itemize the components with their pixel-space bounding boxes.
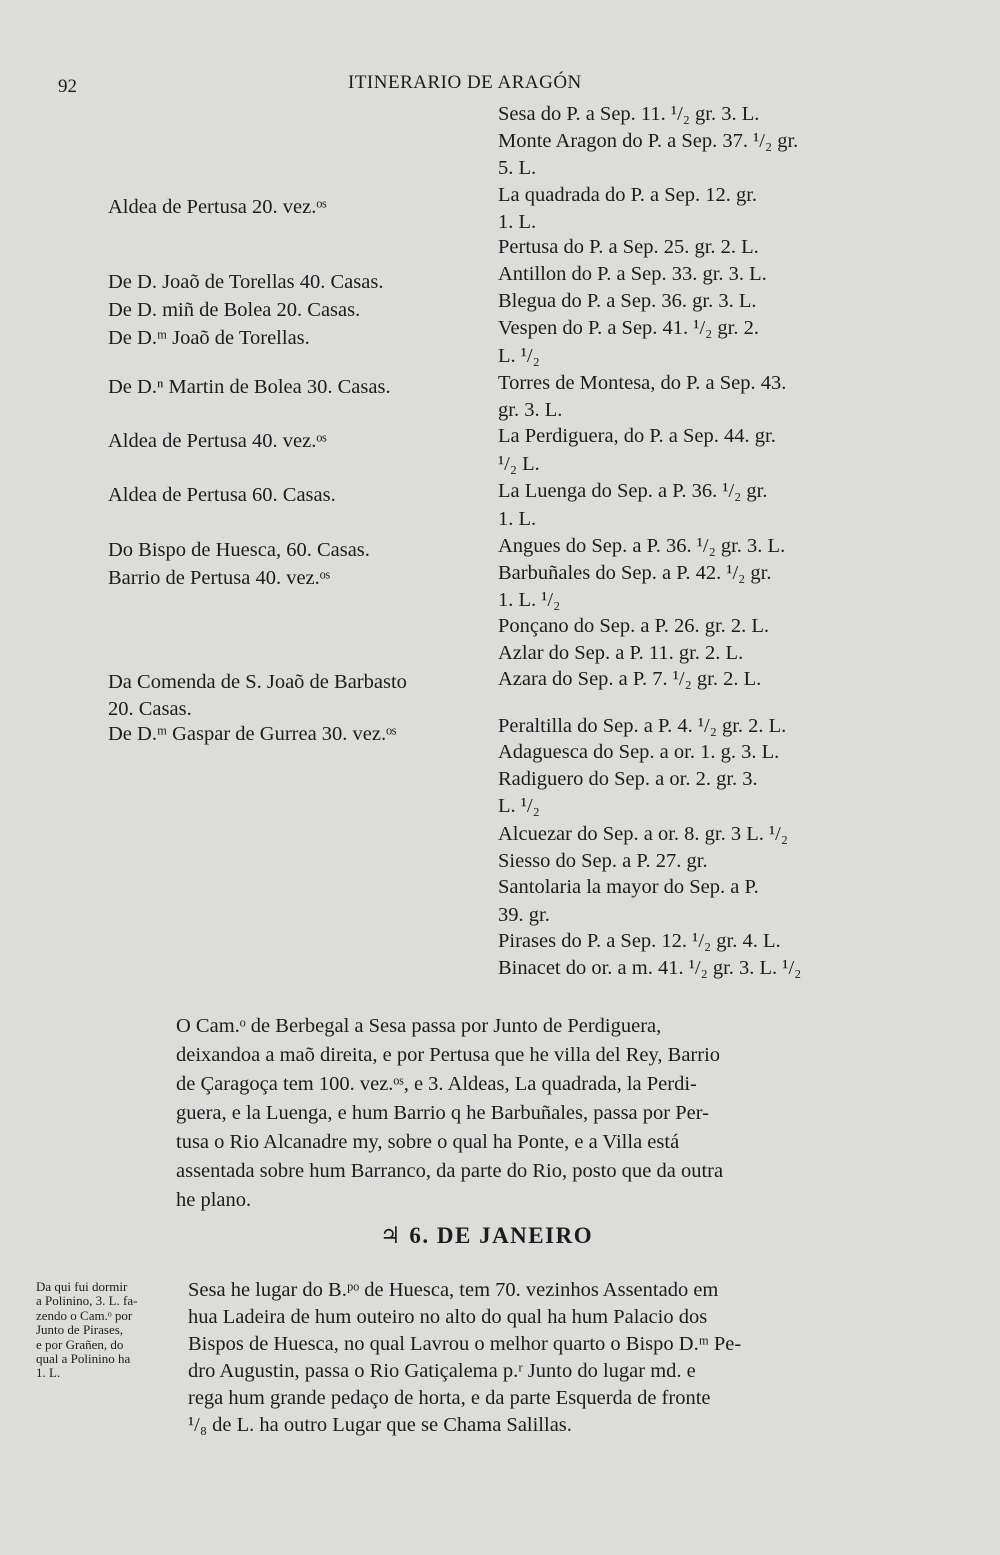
right-entry: L. ¹/₂ [498, 345, 540, 367]
paragraph-line: tusa o Rio Alcanadre my, sobre o qual ha Ponte, e a Villa está [176, 1131, 680, 1153]
margin-note-line: Da qui fui dormir [36, 1279, 128, 1294]
margin-note-line: zendo o Cam.ᵒ por [36, 1307, 133, 1323]
page-number: 92 [58, 76, 77, 97]
paragraph-line: O Cam.ᵒ de Berbegal a Sesa passa por Junto de Perdiguera, [176, 1015, 662, 1037]
left-entry: De D. Joaõ de Torellas 40. Casas. [108, 271, 384, 293]
paragraph-line: deixandoa a maõ direita, e por Pertusa que he villa del Rey, Barrio [176, 1044, 721, 1066]
paragraph-line: assentada sobre hum Barranco, da parte do Rio, posto que da outra [176, 1160, 724, 1182]
body-line: hua Ladeira de hum outeiro no alto do qual ha hum Palacio dos [188, 1306, 708, 1328]
left-entry: De D.ᵐ Gaspar de Gurrea 30. vez.ᵒˢ [108, 723, 397, 745]
right-entry: Blegua do P. a Sep. 36. gr. 3. L. [498, 290, 757, 312]
body-line: Bispos de Huesca, no qual Lavrou o melhor quarto o Bispo D.ᵐ Pe- [188, 1333, 742, 1355]
right-entry: Vespen do P. a Sep. 41. ¹/₂ gr. 2. [498, 317, 759, 339]
right-entry: Azlar do Sep. a P. 11. gr. 2. L. [498, 642, 744, 664]
body-line: Sesa he lugar do B.ᵖᵒ de Huesca, tem 70. vezinhos Assentado em [188, 1279, 719, 1301]
margin-note-line: a Polinino, 3. L. fa- [36, 1293, 138, 1309]
section-heading: ♃ 6. DE JANEIRO [380, 1223, 594, 1248]
right-entry: 5. L. [498, 157, 537, 179]
right-entry: Angues do Sep. a P. 36. ¹/₂ gr. 3. L. [498, 535, 786, 557]
right-entry: Torres de Montesa, do P. a Sep. 43. [498, 372, 787, 394]
right-entry: Sesa do P. a Sep. 11. ¹/₂ gr. 3. L. [498, 103, 760, 125]
margin-note-line: 1. L. [36, 1365, 61, 1381]
body-line: ¹/₈ de L. ha outro Lugar que se Chama Salillas. [188, 1414, 572, 1436]
margin-note-line: Junto de Pirases, [36, 1322, 124, 1338]
right-entry: Adaguesca do Sep. a or. 1. g. 3. L. [498, 741, 780, 763]
running-title: ITINERARIO DE ARAGÓN [348, 72, 582, 93]
right-entry: Alcuezar do Sep. a or. 8. gr. 3 L. ¹/₂ [498, 823, 788, 845]
left-entry: Barrio de Pertusa 40. vez.ᵒˢ [108, 567, 331, 589]
right-entry: Antillon do P. a Sep. 33. gr. 3. L. [498, 263, 767, 285]
right-entry: 1. L. [498, 211, 537, 233]
left-entry: De D.ᵐ Joaõ de Torellas. [108, 327, 310, 349]
left-entry: 20. Casas. [108, 698, 192, 720]
right-entry: Binacet do or. a m. 41. ¹/₂ gr. 3. L. ¹/₂ [498, 957, 802, 979]
left-entry: Aldea de Pertusa 60. Casas. [108, 484, 336, 506]
right-entry: La Luenga do Sep. a P. 36. ¹/₂ gr. [498, 480, 768, 502]
margin-note-line: e por Grañen, do [36, 1336, 124, 1352]
body-line: dro Augustin, passa o Rio Gatiçalema p.ʳ Junto do lugar md. e [188, 1360, 696, 1382]
margin-note-line: qual a Polinino ha [36, 1351, 131, 1366]
left-entry: De D.ⁿ Martin de Bolea 30. Casas. [108, 376, 391, 398]
right-entry: Barbuñales do Sep. a P. 42. ¹/₂ gr. [498, 562, 772, 584]
right-entry: Santolaria la mayor do Sep. a P. [498, 876, 759, 898]
right-entry: Siesso do Sep. a P. 27. gr. [498, 850, 708, 872]
right-entry: Radiguero do Sep. a or. 2. gr. 3. [498, 768, 758, 790]
right-entry: L. ¹/₂ [498, 795, 540, 817]
paragraph-line: de Çaragoça tem 100. vez.ᵒˢ, e 3. Aldeas, La quadrada, la Perdi- [176, 1073, 697, 1095]
left-entry: Do Bispo de Huesca, 60. Casas. [108, 539, 370, 561]
right-entry: 1. L. ¹/₂ [498, 589, 561, 611]
left-entry: Da Comenda de S. Joaõ de Barbasto [108, 671, 407, 693]
paragraph-line: guera, e la Luenga, e hum Barrio q he Barbuñales, passa por Per- [176, 1102, 709, 1124]
paragraph-line: he plano. [176, 1189, 252, 1211]
right-entry: 1. L. [498, 508, 537, 530]
right-entry: Pirases do P. a Sep. 12. ¹/₂ gr. 4. L. [498, 930, 781, 952]
right-entry: gr. 3. L. [498, 399, 563, 421]
right-entry: 39. gr. [498, 904, 550, 926]
right-entry: La Perdiguera, do P. a Sep. 44. gr. [498, 425, 776, 447]
left-entry: Aldea de Pertusa 20. vez.ᵒˢ [108, 196, 327, 218]
right-entry: Monte Aragon do P. a Sep. 37. ¹/₂ gr. [498, 130, 799, 152]
right-entry: Azara do Sep. a P. 7. ¹/₂ gr. 2. L. [498, 668, 762, 690]
right-entry: Peraltilla do Sep. a P. 4. ¹/₂ gr. 2. L. [498, 715, 787, 737]
right-entry: Pertusa do P. a Sep. 25. gr. 2. L. [498, 236, 759, 258]
body-line: rega hum grande pedaço de horta, e da parte Esquerda de fronte [188, 1387, 711, 1409]
right-entry: ¹/₂ L. [498, 453, 540, 475]
right-entry: La quadrada do P. a Sep. 12. gr. [498, 184, 758, 206]
left-entry: De D. miñ de Bolea 20. Casas. [108, 299, 361, 321]
right-entry: Ponçano do Sep. a P. 26. gr. 2. L. [498, 615, 770, 637]
left-entry: Aldea de Pertusa 40. vez.ᵒˢ [108, 430, 327, 452]
